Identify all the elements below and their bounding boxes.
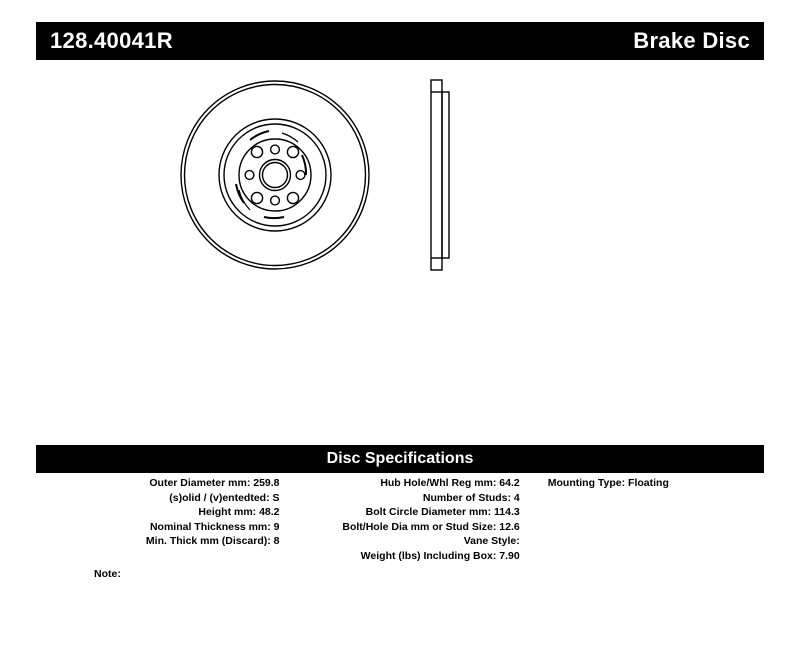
spec-line: Min. Thick mm (Discard): 8	[145, 535, 280, 547]
rotor-edge-hat-profile	[442, 92, 449, 258]
spec-line: Number of Studs: 4	[422, 491, 520, 504]
spec-line: Vane Style:	[463, 535, 520, 547]
rotor-outer-edge-inner	[185, 85, 366, 266]
rotor-drawing-svg	[36, 70, 764, 430]
spec-line: Weight (lbs) Including Box: 7.90	[360, 549, 520, 562]
rotor-hat-step	[239, 139, 311, 211]
header-bar	[36, 22, 764, 60]
rotor-center-bore-inner	[263, 163, 288, 188]
rotor-outer-edge	[181, 81, 369, 269]
spec-column-middle	[284, 476, 524, 563]
rotor-center-bore	[260, 160, 291, 191]
stud-hole	[271, 196, 280, 205]
stud-hole	[296, 171, 305, 180]
note-label: Note:	[94, 568, 121, 580]
stud-hole	[245, 171, 254, 180]
locating-hole	[251, 146, 262, 157]
stud-hole	[271, 145, 280, 154]
technical-drawing	[36, 70, 764, 430]
locating-hole	[287, 192, 298, 203]
spec-section-header	[36, 445, 764, 473]
rotor-braking-surface-inner	[219, 119, 331, 231]
hat-slot	[264, 217, 284, 218]
spec-column-left	[36, 476, 284, 563]
product-type: Brake Disc	[633, 28, 750, 53]
spec-column-right	[524, 476, 764, 563]
spec-line: Hub Hole/Whl Reg mm: 64.2	[380, 477, 520, 489]
locating-hole	[251, 192, 262, 203]
spec-columns	[36, 476, 764, 563]
spec-line: (s)olid / (v)entedted: S	[169, 491, 280, 504]
part-number: 128.40041R	[50, 28, 173, 53]
spec-line: Outer Diameter mm: 259.8	[149, 477, 280, 489]
spec-line: Height mm: 48.2	[198, 506, 280, 518]
locating-hole	[287, 146, 298, 157]
spec-line: Bolt Circle Diameter mm: 114.3	[365, 506, 520, 518]
rotor-edge-profile	[431, 80, 442, 270]
spec-line: Mounting Type: Floating	[547, 477, 669, 489]
spec-line: Bolt/Hole Dia mm or Stud Size: 12.6	[342, 520, 520, 533]
hat-slot	[250, 131, 269, 140]
spec-section-title: Disc Specifications	[326, 450, 474, 467]
spec-line: Nominal Thickness mm: 9	[149, 520, 280, 533]
note-row	[36, 568, 764, 580]
